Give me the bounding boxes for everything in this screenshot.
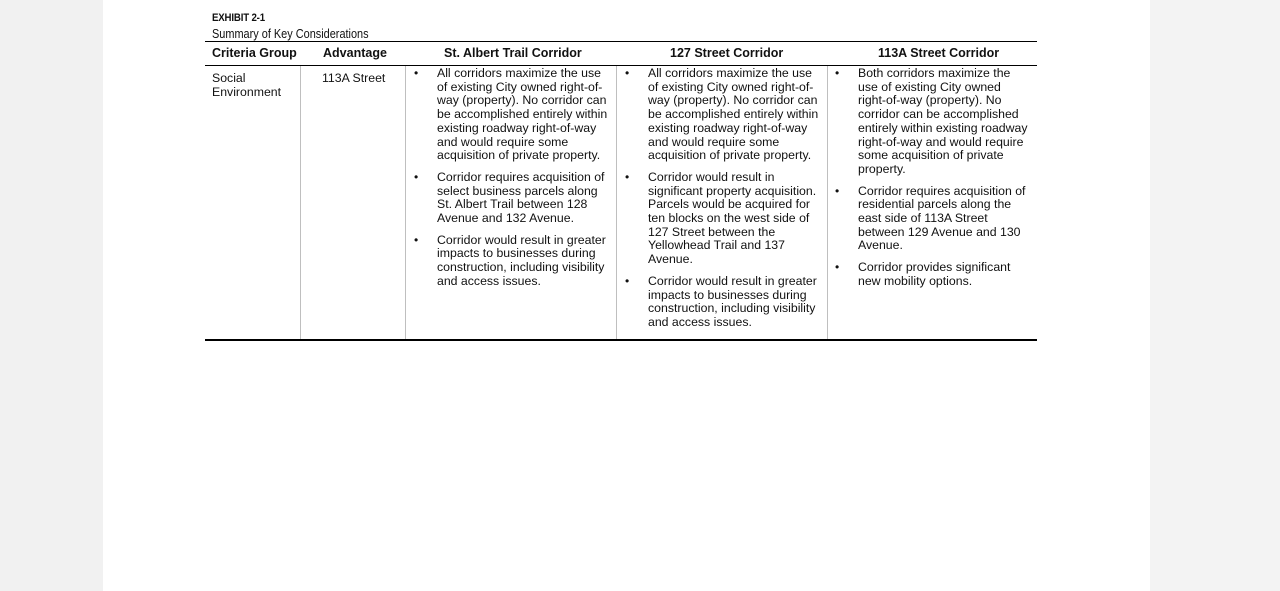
bullet-text: All corridors maximize the use of existing City owned right-of-way (property). No corridor can be accomplished entirely within existing roadway right-of-way and would require some acquisition of private property.	[648, 66, 819, 163]
list-item	[827, 67, 1031, 177]
bullet-text: Both corridors maximize the use of existing City owned right-of-way (property). No corridor can be accomplished entirely within existing roadway right-of-way and would require some acquisition of private property.	[858, 66, 1028, 176]
bullet-icon: •	[414, 232, 419, 247]
bullet-icon: •	[625, 66, 630, 80]
table-top-rule	[205, 41, 1037, 42]
bullet-text: Corridor would result in greater impacts to businesses during construction, including visibility and access issues.	[437, 232, 606, 288]
list-item	[827, 185, 1031, 254]
list-item	[406, 171, 610, 226]
header-113a-street-corridor: 113A Street Corridor	[878, 46, 1000, 60]
bullet-icon: •	[414, 169, 419, 184]
bullet-text: Corridor would result in significant property acquisition. Parcels would be acquired for ten blocks on the west side of 127 Street between the Yellowhead Trail and 137 Avenue.	[648, 169, 817, 267]
cell-criteria-group: Social Environment	[212, 71, 282, 99]
bullet-icon: •	[835, 260, 840, 275]
table-bottom-rule	[205, 339, 1037, 341]
list-item	[617, 171, 821, 267]
bullet-icon: •	[625, 169, 630, 184]
bullet-text: Corridor requires acquisition of select business parcels along St. Albert Trail between 128 Avenue and 132 Avenue.	[437, 169, 605, 226]
bullet-text: All corridors maximize the use of existing City owned right-of-way (property). No corridor can be accomplished entirely within existing roadway right-of-way and would require some acquisition of private property.	[437, 66, 608, 163]
header-st-albert-corridor: St. Albert Trail Corridor	[444, 46, 582, 60]
bullet-icon: •	[414, 66, 419, 80]
127-street-bullet-list	[617, 67, 821, 338]
113a-street-bullet-list	[827, 67, 1031, 297]
list-item	[617, 275, 821, 330]
header-criteria-group: Criteria Group	[212, 46, 297, 60]
bullet-text: Corridor requires acquisition of residential parcels along the east side of 113A Street between 129 Avenue and 130 Avenue.	[858, 183, 1026, 253]
header-advantage: Advantage	[323, 46, 387, 60]
bullet-text: Corridor provides significant new mobility options.	[858, 260, 1011, 288]
column-divider	[300, 66, 301, 339]
list-item	[827, 261, 1031, 288]
list-item	[406, 234, 610, 289]
header-127-street-corridor: 127 Street Corridor	[670, 46, 784, 60]
viewer-background	[1150, 0, 1280, 591]
bullet-icon: •	[835, 183, 840, 198]
exhibit-label: EXHIBIT 2-1	[212, 12, 265, 24]
list-item	[406, 67, 610, 163]
cell-advantage: 113A Street	[322, 71, 386, 85]
bullet-icon: •	[625, 273, 630, 288]
bullet-text: Corridor would result in greater impacts to businesses during construction, including visibility and access issues.	[648, 273, 817, 329]
st-albert-bullet-list	[406, 67, 610, 297]
bullet-icon: •	[835, 66, 840, 80]
list-item	[617, 67, 821, 163]
exhibit-title: Summary of Key Considerations	[212, 26, 369, 41]
